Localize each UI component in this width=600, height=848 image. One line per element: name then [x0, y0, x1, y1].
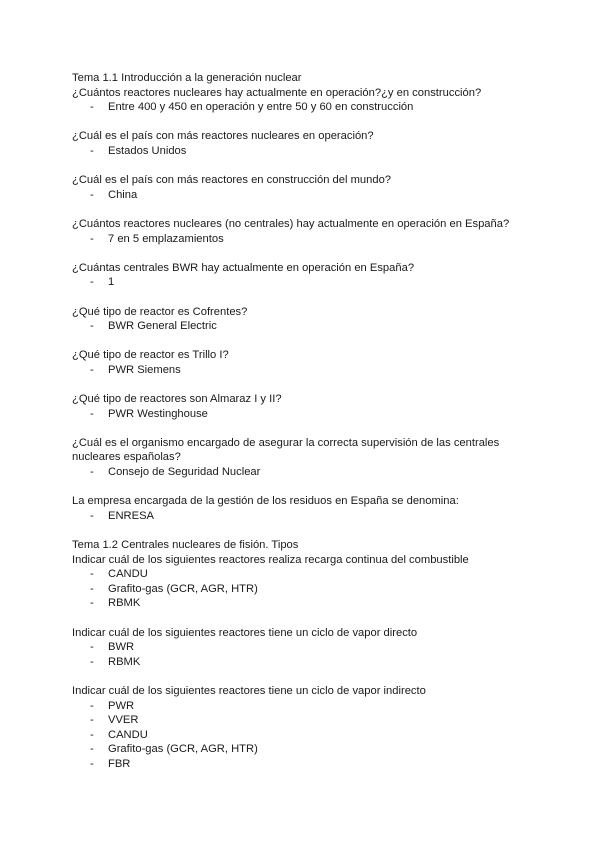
question-text: Indicar cuál de los siguientes reactores realiza recarga continua del combustible — [72, 553, 469, 566]
answer-item — [72, 596, 542, 611]
answer-text: BWR General Electric — [108, 320, 217, 333]
answer-text: VVER — [108, 714, 139, 727]
dash-bullet: - — [90, 320, 94, 333]
dash-bullet: - — [90, 363, 94, 376]
answer-item — [72, 655, 542, 670]
answer-item — [72, 363, 542, 378]
answer-text: 7 en 5 emplazamientos — [108, 232, 224, 245]
answer-item — [72, 640, 542, 655]
question-text: La empresa encargada de la gestión de los residuos en España se denomina: — [72, 495, 459, 508]
dash-bullet: - — [90, 582, 94, 595]
answer-text: Estados Unidos — [108, 144, 187, 157]
question-block — [72, 348, 542, 377]
question-block — [72, 553, 542, 611]
answer-item — [72, 465, 542, 480]
dash-bullet: - — [90, 757, 94, 770]
dash-bullet: - — [90, 714, 94, 727]
question-block — [72, 626, 542, 670]
answer-item — [72, 319, 542, 334]
answer-item — [72, 232, 542, 247]
dash-bullet: - — [90, 641, 94, 654]
answer-text: Consejo de Seguridad Nuclear — [108, 466, 261, 479]
section-heading: Tema 1.1 Introducción a la generación nuclear — [72, 72, 302, 84]
dash-bullet: - — [90, 655, 94, 668]
answer-text: FBR — [108, 757, 131, 770]
question-block — [72, 173, 542, 202]
dash-bullet: - — [90, 407, 94, 420]
dash-bullet: - — [90, 568, 94, 581]
answer-item — [72, 699, 542, 714]
answer-text: PWR — [108, 699, 135, 712]
question-text: Indicar cuál de los siguientes reactores tiene un ciclo de vapor directo — [72, 626, 418, 639]
answer-text: PWR Siemens — [108, 363, 181, 376]
document-page — [72, 71, 542, 772]
answer-text: BWR — [108, 641, 135, 654]
answer-text: RBMK — [108, 597, 141, 610]
answer-item — [72, 144, 542, 159]
dash-bullet: - — [90, 188, 94, 201]
section-heading: Tema 1.2 Centrales nucleares de fisión. Tipos — [72, 539, 299, 551]
question-block — [72, 305, 542, 334]
question-block — [72, 392, 542, 421]
answer-text: 1 — [108, 276, 115, 289]
answer-item — [72, 742, 542, 757]
dash-bullet: - — [90, 509, 94, 522]
question-block — [72, 494, 542, 523]
question-text: ¿Cuántos reactores nucleares (no centrales) hay actualmente en operación en España? — [72, 217, 510, 230]
answer-item — [72, 567, 542, 582]
answer-item — [72, 713, 542, 728]
answer-text: ENRESA — [108, 509, 155, 522]
answer-item — [72, 275, 542, 290]
answer-item — [72, 100, 542, 115]
question-text: ¿Qué tipo de reactor es Trillo I? — [72, 349, 229, 362]
answer-item — [72, 728, 542, 743]
dash-bullet: - — [90, 232, 94, 245]
answer-text: China — [108, 188, 138, 201]
dash-bullet: - — [90, 276, 94, 289]
answer-text: Grafito-gas (GCR, AGR, HTR) — [108, 743, 258, 756]
dash-bullet: - — [90, 144, 94, 157]
question-text: ¿Cuántos reactores nucleares hay actualmente en operación?¿y en construcción? — [72, 86, 482, 99]
question-block — [72, 217, 542, 246]
question-text: ¿Qué tipo de reactores son Almaraz I y II? — [72, 393, 282, 406]
answer-text: Entre 400 y 450 en operación y entre 50 y 60 en construcción — [108, 101, 414, 114]
question-block — [72, 86, 542, 115]
question-block — [72, 436, 542, 480]
answer-text: PWR Westinghouse — [108, 407, 208, 420]
question-block — [72, 129, 542, 158]
question-text: ¿Cuántas centrales BWR hay actualmente en operación en España? — [72, 261, 415, 274]
question-block — [72, 684, 542, 772]
dash-bullet: - — [90, 466, 94, 479]
dash-bullet: - — [90, 743, 94, 756]
answer-item — [72, 407, 542, 422]
answer-item — [72, 509, 542, 524]
question-text: Indicar cuál de los siguientes reactores tiene un ciclo de vapor indirecto — [72, 684, 426, 697]
dash-bullet: - — [90, 597, 94, 610]
dash-bullet: - — [90, 699, 94, 712]
question-text: ¿Cuál es el país con más reactores nucleares en operación? — [72, 130, 374, 143]
answer-text: RBMK — [108, 655, 141, 668]
dash-bullet: - — [90, 101, 94, 114]
answer-text: CANDU — [108, 568, 148, 581]
question-text: ¿Cuál es el organismo encargado de asegurar la correcta supervisión de las centrales nucleares españolas? — [72, 436, 500, 464]
question-text: ¿Cuál es el país con más reactores en construcción del mundo? — [72, 174, 392, 187]
dash-bullet: - — [90, 728, 94, 741]
answer-item — [72, 757, 542, 772]
question-text: ¿Qué tipo de reactor es Cofrentes? — [72, 305, 248, 318]
answer-text: Grafito-gas (GCR, AGR, HTR) — [108, 582, 258, 595]
answer-item — [72, 188, 542, 203]
answer-text: CANDU — [108, 728, 148, 741]
answer-item — [72, 582, 542, 597]
question-block — [72, 261, 542, 290]
